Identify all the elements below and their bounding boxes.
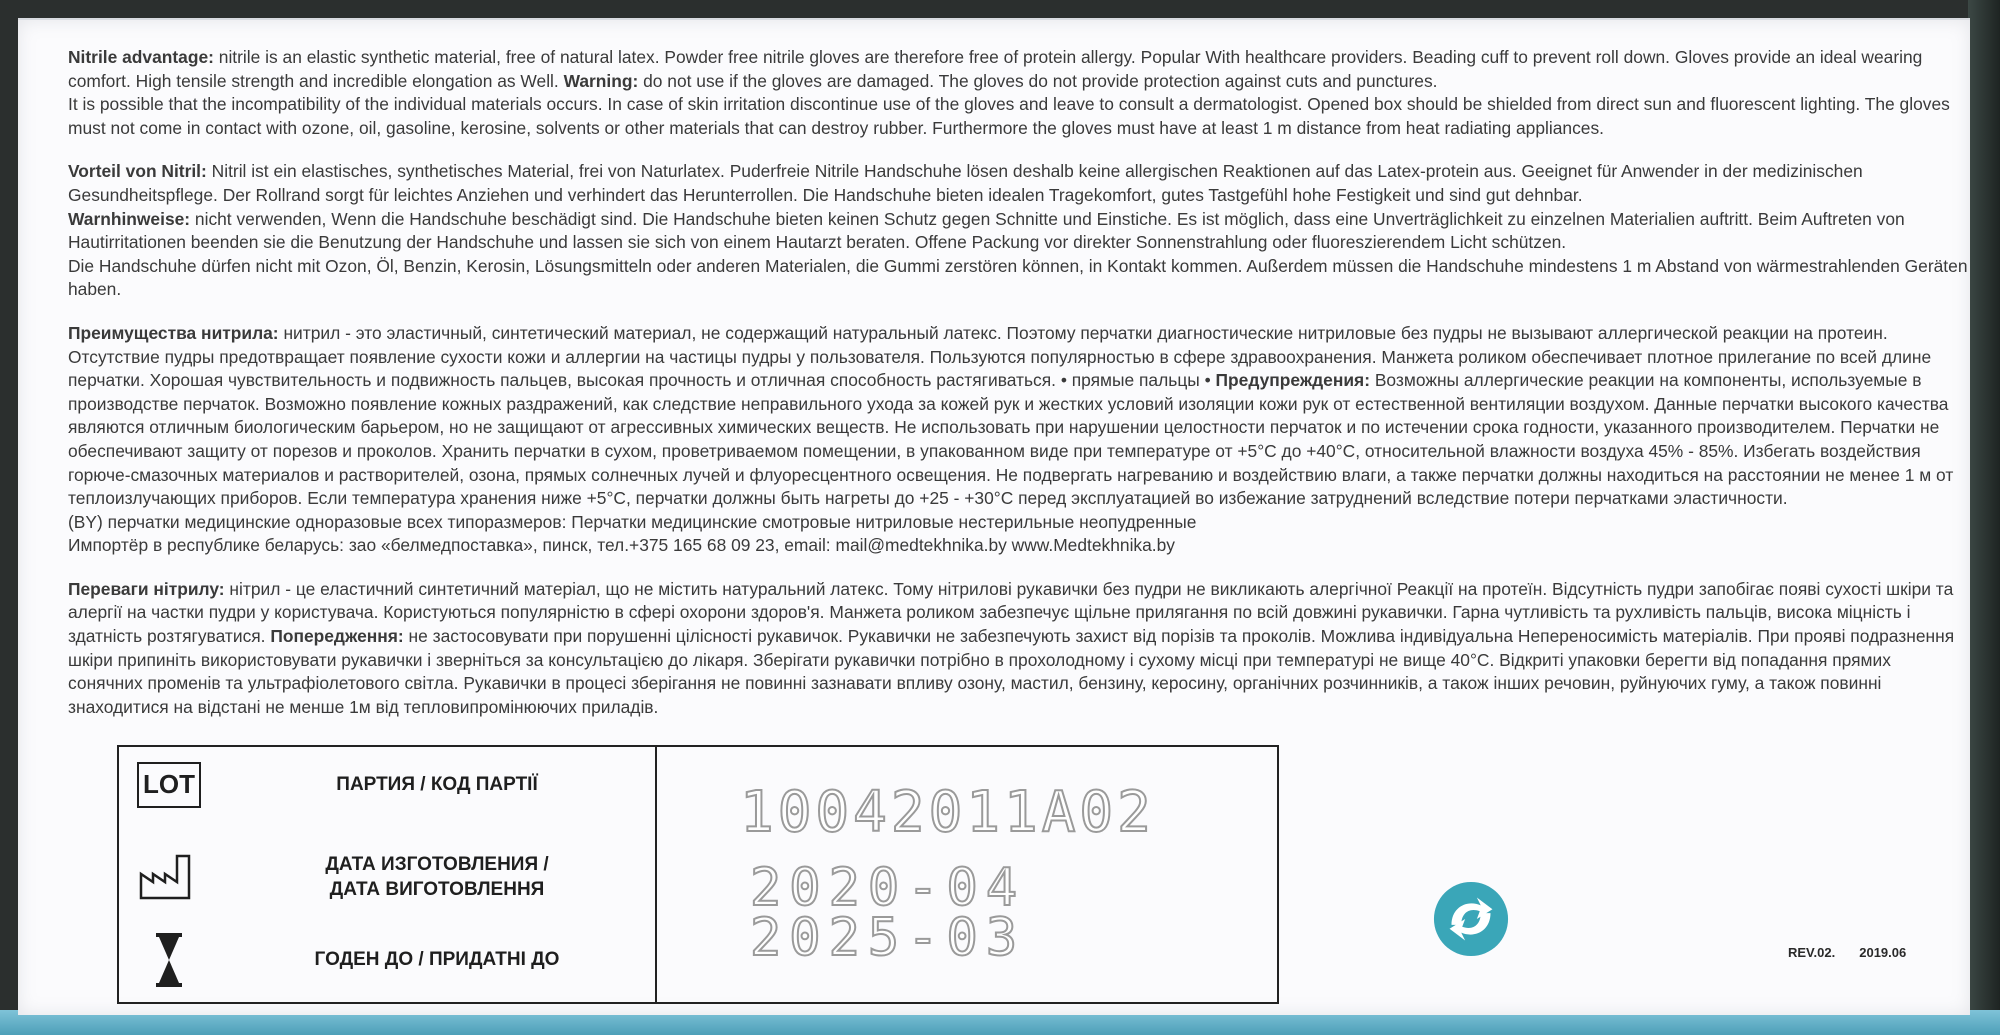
expiry-row	[119, 917, 655, 1002]
russian-section	[68, 322, 1968, 558]
table-divider	[655, 747, 657, 1002]
green-dot-recycle-icon	[1432, 880, 1510, 958]
manufacture-row	[119, 829, 655, 924]
instructions-text	[68, 46, 1968, 719]
english-text-2: do not use if the gloves are damaged. The gloves do not provide protection against cuts and punctures. It is possible that the incompatibility of the individual materials occurs. In case of skin irritation discontinue use of the gloves and leave to consult a dermatologist. Opened box should be shielded from direct sun and fluorescent lighting. The gloves must not come in contact with ozone, oil, gasoline, kerosine, solvents or other materials that can destroy rubber. Furthermore the gloves must have at least 1 m distance from heat radiating appliances.	[68, 70, 1950, 138]
english-heading: Nitrile advantage:	[68, 47, 214, 67]
lot-code-value: 10042011A02	[740, 780, 1155, 845]
ukrainian-text-2: не застосовувати при порушенні цілісності рукавичок. Рукавички не забезпечують захист від порізів та проколів. Можлива індивідуальна Непереносимість матеріалів. При прояві подразнення шкіри припиніть використовувати рукавички і зверніться за консультацією до лікаря. Зберігати рукавички потрібно в прохолодному і сухому місці при температурі не вище 40°С. Відкриті упаковки берегти від попадання прямих сонячних променів та ультрафіолетового світла. Рукавички в процесі зберігання не повинні зазнавати впливу озону, мастил, бензину, керосину, органічних розчинників, а також інших речовин, руйнуючих гуму, а також повинні знаходитися на відстані не менше 1м від тепловипромінюючих приладів.	[68, 626, 1955, 717]
german-warning-label: Warnhinweise:	[68, 208, 191, 229]
revision-date: 2019.06	[1859, 945, 1907, 960]
box-side-edge	[1968, 0, 2000, 1035]
english-section	[68, 46, 1968, 140]
lot-icon: LOT	[137, 762, 201, 808]
ukrainian-section	[68, 578, 1968, 720]
ukrainian-text-1: нітрил - це еластичний синтетичний матеріал, що не містить натуральний латекс. Тому нітрилові рукавички без пудри не викликають алергічної Реакції на протеїн. Відсутність пудри запобігає появі сухості шкіри та алергії на частки пудри у користувача. Користуються популярністю в сфері охорони здоров'я. Манжета роликом забезпечує щільне прилягання по всій довжині рукавички. Гарна чутливість та рухливість пальців, висока міцність і здатність розтягуватися.	[68, 578, 1954, 647]
ukrainian-heading: Переваги нітрилу:	[68, 578, 225, 599]
revision-info	[1788, 945, 1906, 960]
german-heading: Vorteil von Nitril:	[68, 161, 207, 182]
english-warning-label: Warning:	[563, 70, 639, 91]
lot-symbol-cell	[119, 762, 219, 808]
lot-label: ПАРТИЯ / КОД ПАРТІЇ	[336, 774, 538, 795]
manufacture-date-value: 2020-04	[750, 858, 1026, 918]
english-text-1: nitrile is an elastic synthetic material, free of natural latex. Powder free nitrile gloves are therefore free of protein allergy. Popular With healthcare providers. Beading cuff to prevent roll down. Gloves provide an ideal wearing comfort. High tensile strength and incredible elongation as Well.	[68, 47, 1923, 91]
factory-icon	[137, 852, 201, 902]
russian-text-1: нитрил - это эластичный, синтетический материал, не содержащий натуральный латекс. Поэтому перчатки диагностические нитриловые без пудры не вызывают аллергической реакции на протеин. Отсутствие пудры предотвращает появление сухости кожи и аллергии на частицы пудры у пользователя. Пользуются популярностью в сфере здравоохранения. Манжета роликом обеспечивает плотное прилегание по всей длине перчатки. Хорошая чувствительность и подвижность пальцев, высокая прочность и отличная способность растягиваться. • прямые пальцы •	[68, 322, 1932, 391]
manufacture-label: ДАТА ИЗГОТОВЛЕНИЯ / ДАТА ВИГОТОВЛЕННЯ	[325, 853, 549, 900]
manufacture-symbol-cell	[119, 852, 219, 902]
hourglass-icon	[155, 932, 183, 988]
russian-text-2: Возможны аллергические реакции на компоненты, используемые в производстве перчаток. Возможно появление кожных раздражений, как следствие неправильного ухода за кожей рук и жестких условий изоляции кожи рук от естественной вентиляции воздухом. Данные перчатки высокого качества являются отличным биологическим барьером, но не защищают от агрессивных химических веществ. Не использовать при нарушении целостности перчаток и по истечении срока годности, указанного производителем. Перчатки не обеспечивают защиту от порезов и проколов. Хранить перчатки в сухом, проветриваемом помещении, в упакованном виде при температуре от +5°С до +40°С, относительной влажности воздуха 45% - 85%. Избегать воздействия горюче-смазочных материалов и растворителей, озона, прямых солнечных лучей и флуоресцентного освещения. Не подвергать нагреванию и воздействию влаги, а также перчатки должны находиться на расстоянии не менее 1 м от теплоизлучающих приборов. Если температура хранения ниже +5°С, перчатки должны быть нагреты до +25 - +30°С перед эксплуатацией во избежание затруднений вследствие потери перчатками эластичности. (BY) перчатки медицинские одноразовые всех типоразмеров: Перчатки медицинские смотровые нитриловые нестерильные неопудренные Импортёр в республике беларусь: зао «белмедпоставка», пинск, тел.+375 165 68 09 23, email: mail@medtekhnika.by www.Medtekhnika.by	[68, 370, 1954, 556]
german-section	[68, 160, 1968, 302]
ukrainian-warning-label: Попередження:	[270, 626, 404, 647]
russian-heading: Преимущества нитрила:	[68, 322, 279, 343]
expiry-symbol-cell	[119, 932, 219, 988]
lot-row	[119, 747, 655, 822]
russian-warning-label: Предупреждения:	[1215, 370, 1370, 391]
expiry-label: ГОДЕН ДО / ПРИДАТНІ ДО	[314, 949, 560, 970]
german-text-2: nicht verwenden, Wenn die Handschuhe beschädigt sind. Die Handschuhe bieten keinen Schutz gegen Schnitte und Einstiche. Es ist möglich, dass eine Unverträglichkeit zu einzelnen Materialien auftritt. Beim Auftreten von Hautirritationen beenden sie die Benutzung der Handschuhe und lassen sie sich von einem Hautarzt beraten. Offene Packung vor direkter Sonnenstrahlung oder fluoreszierendem Licht schützen. Die Handschuhe dürfen nicht mit Ozon, Öl, Benzin, Kerosin, Lösungsmitteln oder anderen Materialen, die Gummi zerstören können, in Kontakt kommen. Außerdem müssen die Handschuhe mindestens 1 m Abstand von wärmestrahlenden Geräten haben.	[68, 208, 1968, 300]
revision-number: REV.02.	[1788, 945, 1836, 960]
expiry-date-value: 2025-03	[750, 908, 1026, 968]
german-text-1: Nitril ist ein elastisches, synthetisches Material, frei von Naturlatex. Puderfreie Nitrile Handschuhe lösen deshalb keine allergischen Reaktionen auf das Latex-protein aus. Geeignet für Anwender in der medizinischen Gesundheitspflege. Der Rollrand sorgt für leichtes Anziehen und verhindert das Herunterrollen. Die Handschuhe bieten idealen Tragekomfort, gutes Tastgefühl hohe Festigkeit und sind gut dehnbar.	[68, 161, 1863, 205]
